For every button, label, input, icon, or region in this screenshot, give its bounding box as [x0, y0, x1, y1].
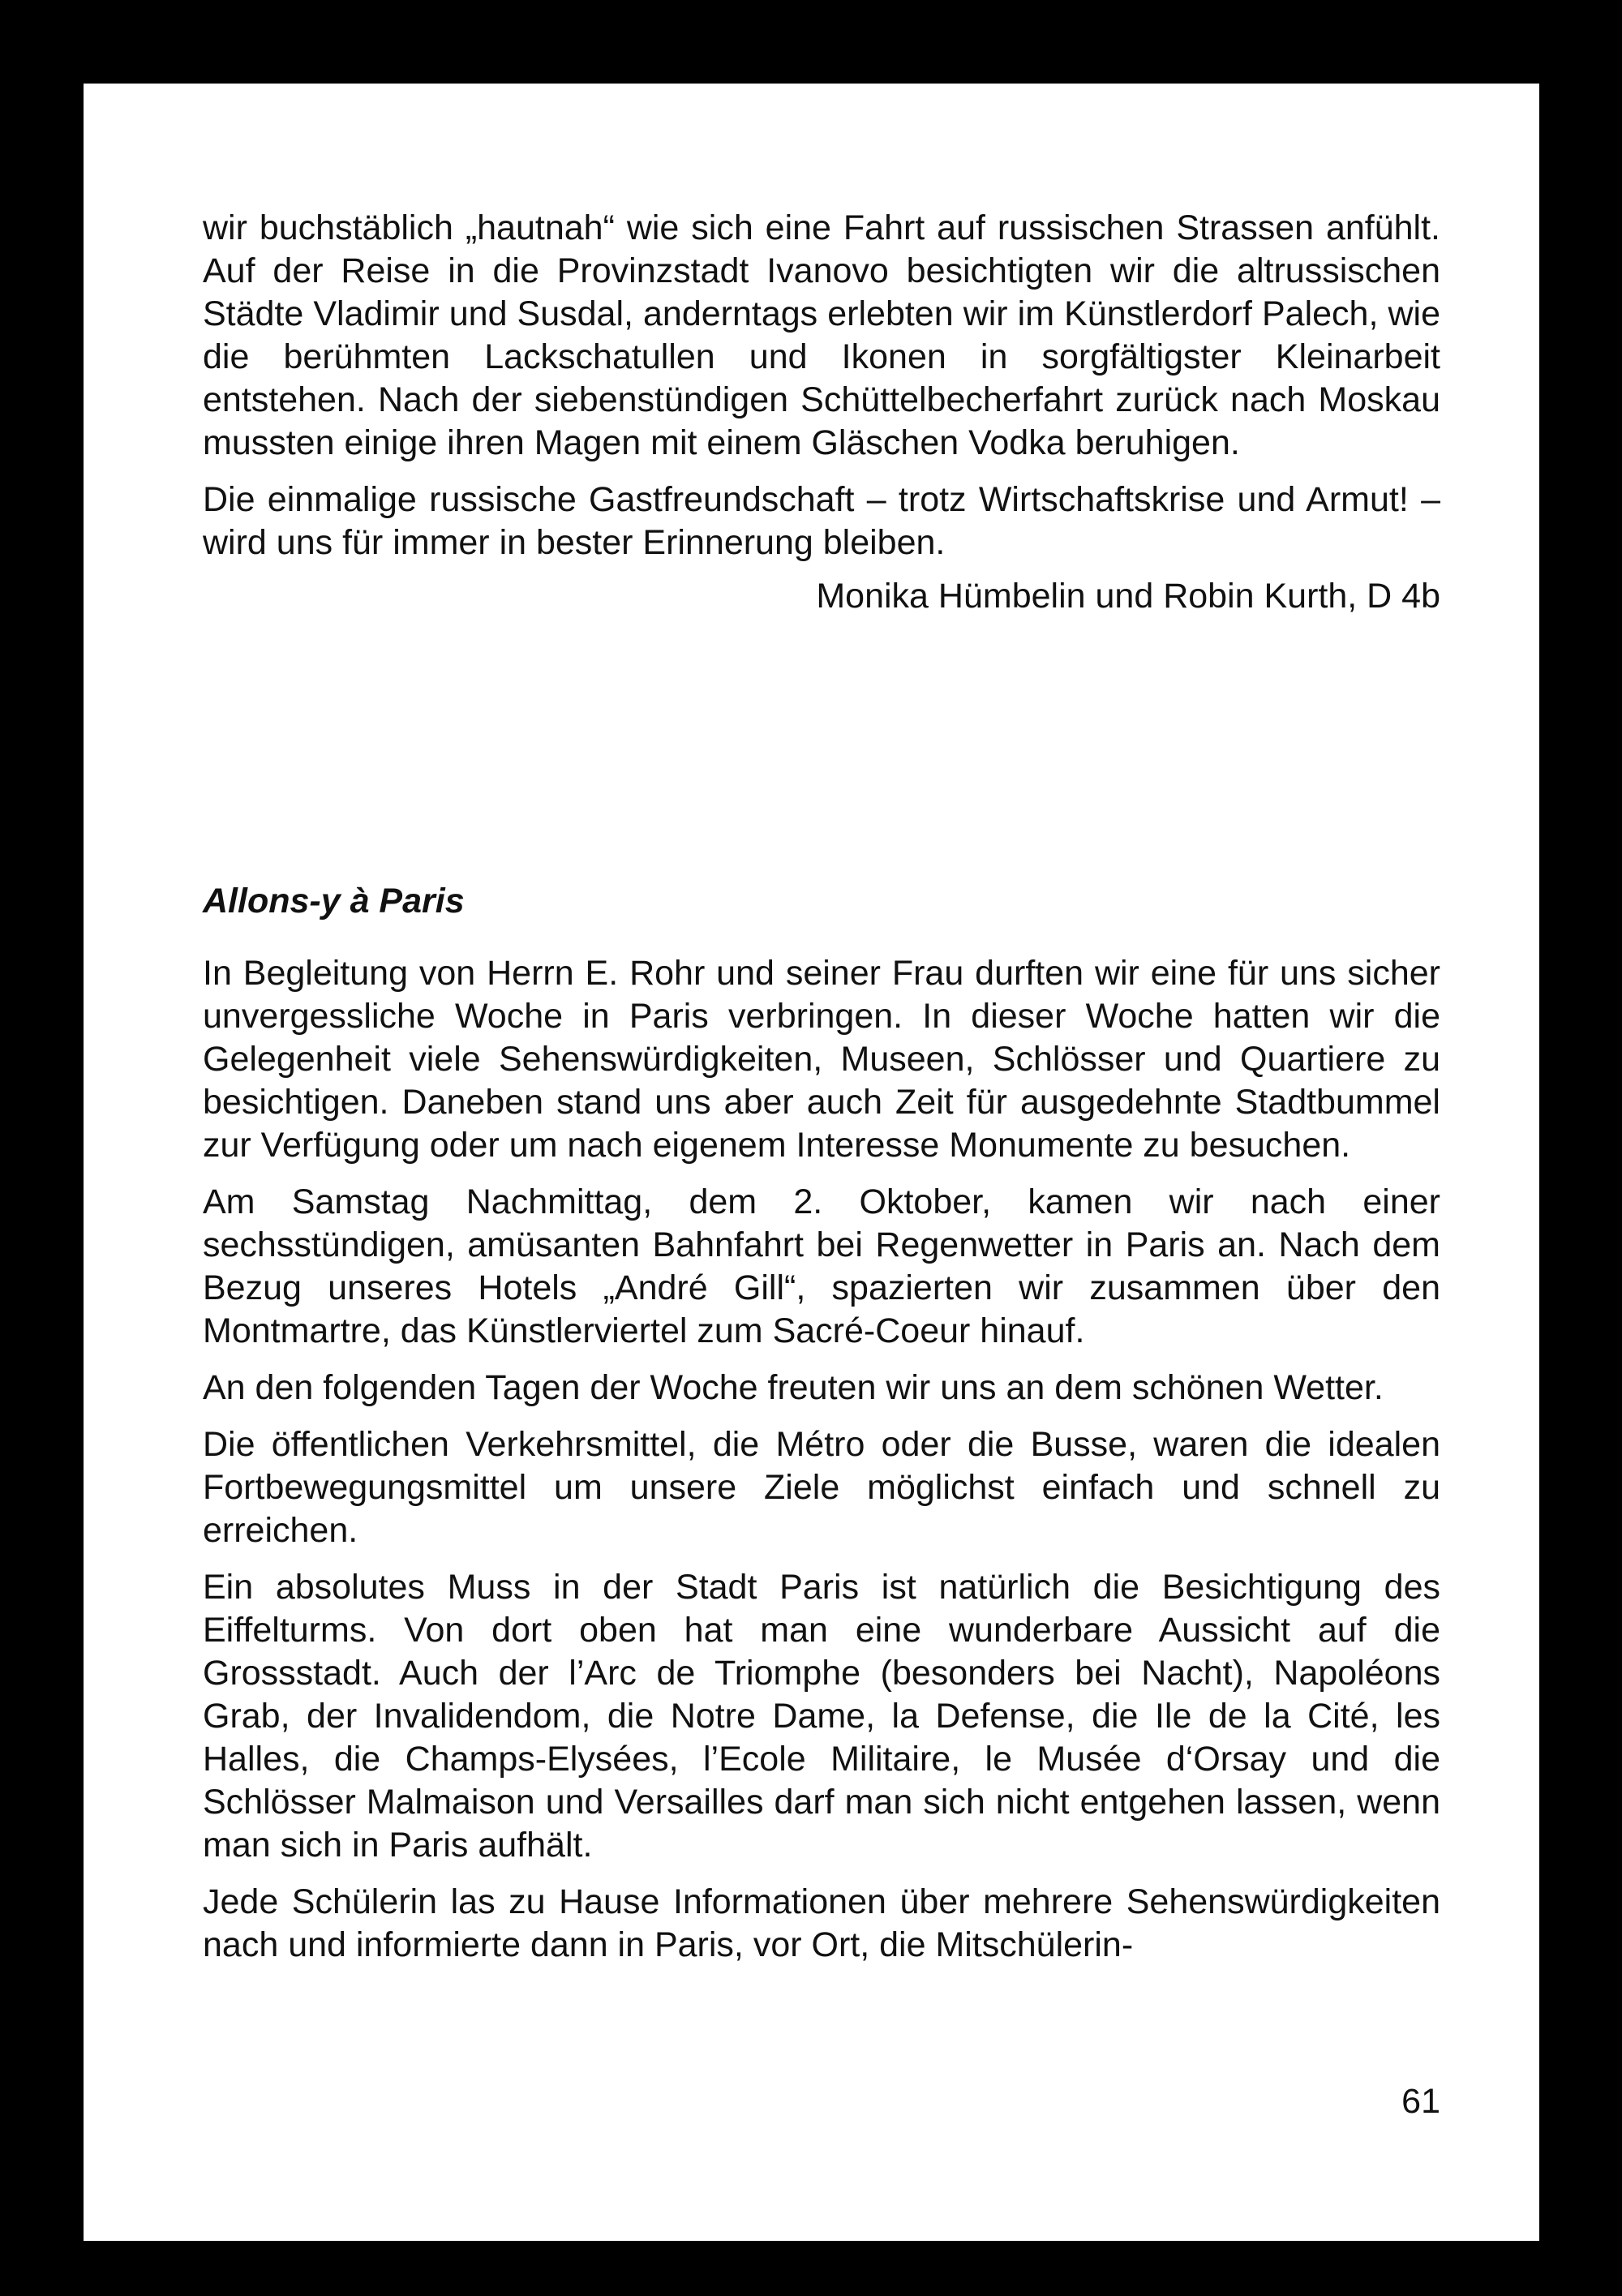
page-number: 61	[1401, 2082, 1440, 2121]
author-line: Monika Hümbelin und Robin Kurth, D 4b	[816, 577, 1440, 616]
paragraph: An den folgenden Tagen der Woche freuten wir uns an dem schönen Wetter.	[203, 1368, 1384, 1407]
paragraph: Die einmalige russische Gastfreundschaft – trotz Wirtschaftskrise und Armut! – wird uns für immer in bester Erinnerung bleiben.	[203, 480, 1440, 562]
paragraph: Jede Schülerin las zu Hause Informationen über mehrere Sehenswürdigkeiten nach und informierte dann in Paris, vor Ort, die Mitschülerin-	[203, 1882, 1440, 1964]
paragraph: In Begleitung von Herrn E. Rohr und seiner Frau durften wir eine für uns sicher unvergessliche Woche in Paris verbringen. In dieser Woche hatten wir die Gelegenheit viele Sehenswürdigkeiten, Museen, Schlösser und Quartiere zu besichtigen. Daneben stand uns aber auch Zeit für ausgedehnte Stadtbummel zur Verfügung oder um nach eigenem Interesse Monumente zu besuchen.	[203, 954, 1440, 1165]
paragraph: Ein absolutes Muss in der Stadt Paris ist natürlich die Besichtigung des Eiffelturms. Von dort oben hat man eine wunderbare Aussicht auf die Grossstadt. Auch der l’Arc de Triomphe (besonders bei Nacht), Napoléons Grab, der Invalidendom, die Notre Dame, la Defense, die Ile de la Cité, les Halles, die Champs-Elysées, l’Ecole Militaire, le Musée d‘Orsay und die Schlösser Malmaison und Versailles darf man sich nicht entgehen lassen, wenn man sich in Paris aufhält.	[203, 1568, 1440, 1865]
paragraph: Die öffentlichen Verkehrsmittel, die Métro oder die Busse, waren die idealen Fortbewegungsmittel um unsere Ziele möglichst einfach und schnell zu erreichen.	[203, 1425, 1440, 1550]
article-body	[203, 952, 1440, 1967]
document-page	[84, 84, 1539, 2241]
paragraph: Am Samstag Nachmittag, dem 2. Oktober, kamen wir nach einer sechsstündigen, amüsanten Bahnfahrt bei Regenwetter in Paris an. Nach dem Bezug unseres Hotels „André Gill“, spazierten wir zusammen über den Montmartre, das Künstlerviertel zum Sacré-Coeur hinauf.	[203, 1182, 1440, 1350]
previous-article-body	[203, 207, 1440, 618]
paragraph: wir buchstäblich „hautnah“ wie sich eine Fahrt auf russischen Strassen anfühlt. Auf der Reise in die Provinzstadt Ivanovo besichtigten wir die altrussischen Städte Vladimir und Susdal, anderntags erlebten wir im Künstlerdorf Palech, wie die berühmten Lackschatullen und Ikonen in sorgfältigster Kleinarbeit entstehen. Nach der siebenstündigen Schüttelbecherfahrt zurück nach Moskau mussten einige ihren Magen mit einem Gläschen Vodka beruhigen.	[203, 208, 1440, 462]
article-title: Allons-y à Paris	[203, 882, 465, 921]
